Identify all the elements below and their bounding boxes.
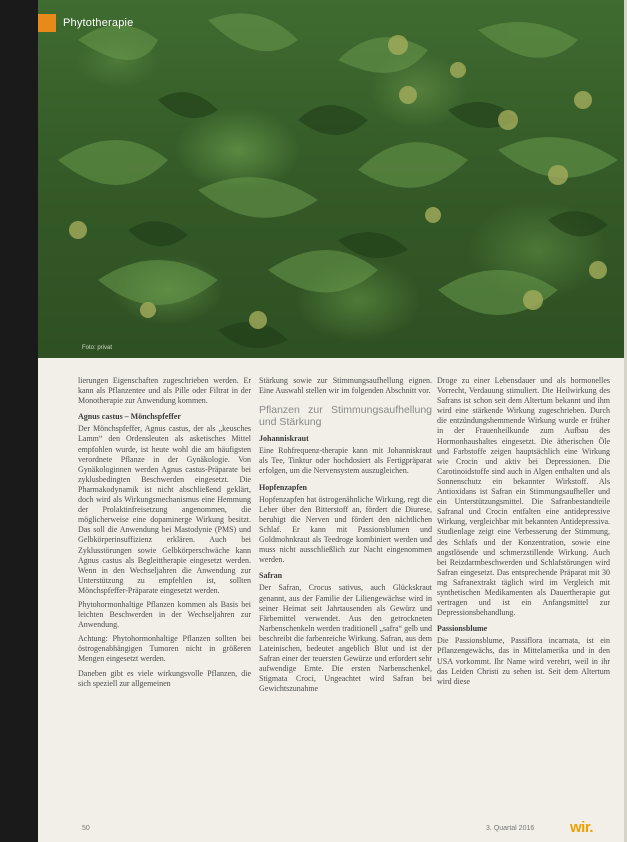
magazine-logo: wir. — [570, 819, 594, 836]
text-column-1 — [78, 376, 251, 693]
page-number: 50 — [82, 825, 90, 832]
text-column-2 — [259, 376, 432, 698]
paragraph: lierungen Eigenschaften zugeschrieben werden. Er kann als Pflanzentee und als Pille oder Filtrat in der Monotherapie zur Anwendung kommen. — [78, 376, 251, 406]
paragraph: Die Passionsblume, Passiflora incarnata, ist ein Pflanzengewächs, das in Mittelamerika und in den USA vorkommt. Ihr Name wird verehrt, weil in ihr das Leiden Christi zu sehen ist. Seit dem Altertum wird diese — [437, 636, 610, 686]
magazine-page — [38, 0, 627, 842]
category-tag — [38, 14, 133, 32]
warning-paragraph: Achtung: Phytohormonhaltige Pflanzen sollten bei östrogenabhängigen Tumoren nicht in größeren Mengen eingesetzt werden. — [78, 634, 251, 664]
paragraph: Droge zu einer Lebensdauer und als hormonelles Vorrecht, Verdauung stimuliert. Die Heilwirkung des Safrans ist schon seit dem Altertum bekannt und ihm wird eine stärkende Wirkung zugeschrieben. Durch die entzündungshemmende Wirkung wurde er früher in der Frauenheilkunde zum Aufbau des Hormonhaushaltes eingesetzt. Die ätherischen Öle und Farbstoffe zeigen hauptsächlich eine Wirkung wie Crocin und aktiv bei Depressionen. Die Carotinoidstoffe sind auch in Algen enthalten und als Sonnenschutz ein bekannter Wirkstoff. Als Antioxidans ist Safran ein Stimmungsaufheller und ein Unterstützungsmittel. Die Safranbestandteile Safranal und Crocin entfalten eine antidepressive Wirkung, vergleichbar mit bekannten Antidepressiva. Studienlage zeigt eine Verbesserung der Stimmung, des Schlafs und der Konzentration, sowie eine angstlösende und schmerzstillende Wirkung. Auch bei Reizdarmbeschwerden und Schlafstörungen wird Safran eingesetzt. Das entsprechende Präparat mit 30 mg Safranextrakt täglich wird im Vergleich mit synthetischen Medikamenten als Dauertherapie gut vertragen und ist ein Anfangsmittel zur Depressionsbehandlung. — [437, 376, 610, 618]
paragraph: Daneben gibt es viele wirkungsvolle Pflanzen, die sich speziell zur allgemeinen — [78, 668, 251, 688]
paragraph: Stärkung sowie zur Stimmungsaufhellung eignen. Eine Auswahl stellen wir im folgenden Abschnitt vor. — [259, 376, 432, 396]
text-column-3 — [437, 376, 610, 691]
category-label: Phytotherapie — [63, 17, 134, 29]
leaf-texture — [38, 0, 627, 358]
paragraph: Eine Rohfrequenz-therapie kann mit Johanniskraut als Tee, Tinktur oder hochdosiert als Fertigpräparat erfolgen, um die Nervensystem auszugleichen. — [259, 446, 432, 476]
subheading-agnus-castus: Agnus castus – Mönchspfeffer — [78, 412, 181, 422]
subheading-safran: Safran — [259, 571, 283, 581]
page-footer — [38, 816, 627, 836]
plant-photo — [38, 0, 627, 358]
paragraph: Hopfenzapfen hat östrogenähnliche Wirkung, regt die Leber über den Bitterstoff an, fördert die Diurese, beruhigt die Nerven und fördert den nächtlichen Schlaf. Er kann mit Passionsblumen und Goldmohnkraut als Teedroge kombiniert werden und muss nicht ausschließlich zur Nacht eingenommen werden. — [259, 494, 432, 565]
subheading-hopfenzapfen: Hopfenzapfen — [259, 482, 307, 492]
subheading-passionsblume: Passionsblume — [437, 624, 488, 634]
photo-credit: Foto: privat — [82, 345, 113, 351]
paragraph: Der Mönchspfeffer, Agnus castus, der als „keusches Lamm“ den Ordensleuten als asketisches Mittel empfohlen wurde, ist heute wohl die am häufigsten verordnete Pflanze in der Gynäkologie. Von Gynäkologinnen werden Agnus castus-Präparate bei zyklusbedingten Beschwerden eingesetzt. Die Pharmakodynamik ist nicht abschließend geklärt, doch wird als Wirkungsmechanismus eine Hemmung der Prolaktinfreisetzung angenommen, die möglicherweise eine dopaminerge Wirkung besitzt. Das soll die Anwendung bei Mastodynie (PMS) und Gelbkörperinsuffizienz erklären. Auch bei Zyklusstörungen sowie Gelbkörperschwäche kann Agnus castus als Begleittherapie eingesetzt werden. Wenn in den Wechseljahren die Anwendung zur Unterstützung zu empfehlen ist, sollten Mönchspfeffer-Präparate eingesetzt werden. — [78, 424, 251, 595]
issue-label: 3. Quartal 2016 — [486, 825, 535, 832]
category-marker — [38, 14, 56, 32]
paragraph: Phytohormonhaltige Pflanzen kommen als Basis bei leichten Beschwerden in der Wechseljahren zur Anwendung. — [78, 599, 251, 630]
subheading-johanniskraut: Johanniskraut — [259, 434, 309, 444]
section-heading: Pflanzen zur Stimmungsaufhellung und Stärkung — [259, 404, 432, 429]
paragraph: Der Safran, Crocus sativus, auch Glückskraut genannt, aus der Familie der Liliengewächse wird in seiner Heimat seit Jahrtausenden als Gewürz und Färbemittel verwendet. Aus den getrockneten Narbenschenkeln werden traditionell „safra“ gelb und beschreibt die farbenreiche Wirkung. Safran, aus dem Lateinischen, bedeutet angeblich Blut und ist der Safran einer der teuersten Gewürze und erfordert sehr aufwendige Ernte. Die ersten Narbenschenkel, Stigmata Croci, Ungeachtet wird Safran bei Gewichtszunahme — [259, 583, 432, 694]
